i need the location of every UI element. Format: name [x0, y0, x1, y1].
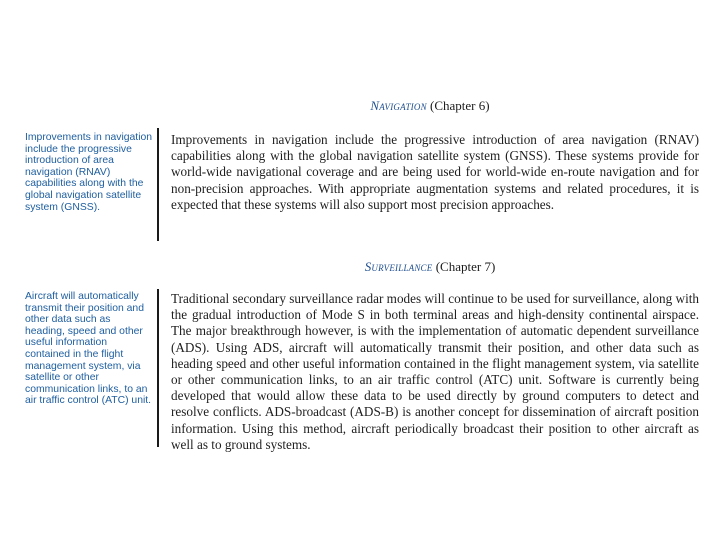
surveillance-heading-chapter: (Chapter 7) — [435, 259, 496, 274]
surveillance-heading-title: Surveillance — [364, 259, 433, 274]
navigation-heading-chapter: (Chapter 6) — [430, 98, 490, 113]
navigation-margin-note: Improvements in navigation include the progressive introduction of area navigation (RNAV) capabilities along with the global navigation satellite system (GNSS). — [25, 132, 153, 213]
surveillance-body-text: Traditional secondary surveillance radar modes will continue to be used for surveillance, along with the gradual introduction of Mode S in both terminal areas and high-density continental airspace. The major breakthrough however, is with the implementation of automatic dependent surveillance (ADS). Using ADS, aircraft will automatically transmit their position, and other data such as heading speed and other useful information contained in the flight management system, via satellite or other communication links, to an air traffic control (ATC) unit. Software is currently being developed that would allow these data to be used directly by ground computers to detect and resolve conflicts. ADS-broadcast (ADS-B) is another concept for dissemination of aircraft position information. Using this method, aircraft periodically broadcast their position to other aircraft as well as to ground systems. — [171, 291, 699, 452]
navigation-heading — [170, 98, 690, 114]
surveillance-divider — [157, 289, 159, 447]
navigation-body-text: Improvements in navigation include the progressive introduction of area navigation (RNAV) capabilities along with the global navigation satellite system (GNSS). These systems provide for world-wide navigational coverage and are being used for world-wide en-route navigation and for non-precision approaches. With appropriate augmentation systems and related procedures, it is expected that these systems will also support most precision approaches. — [171, 132, 699, 212]
surveillance-margin-note: Aircraft will automatically transmit their position and other data such as heading, speed and other useful information contained in the flight management system, via satellite or other communication links, to an air traffic control (ATC) unit. — [25, 291, 152, 407]
navigation-divider — [157, 128, 159, 241]
surveillance-heading — [170, 259, 690, 275]
navigation-heading-title: Navigation — [370, 98, 427, 113]
